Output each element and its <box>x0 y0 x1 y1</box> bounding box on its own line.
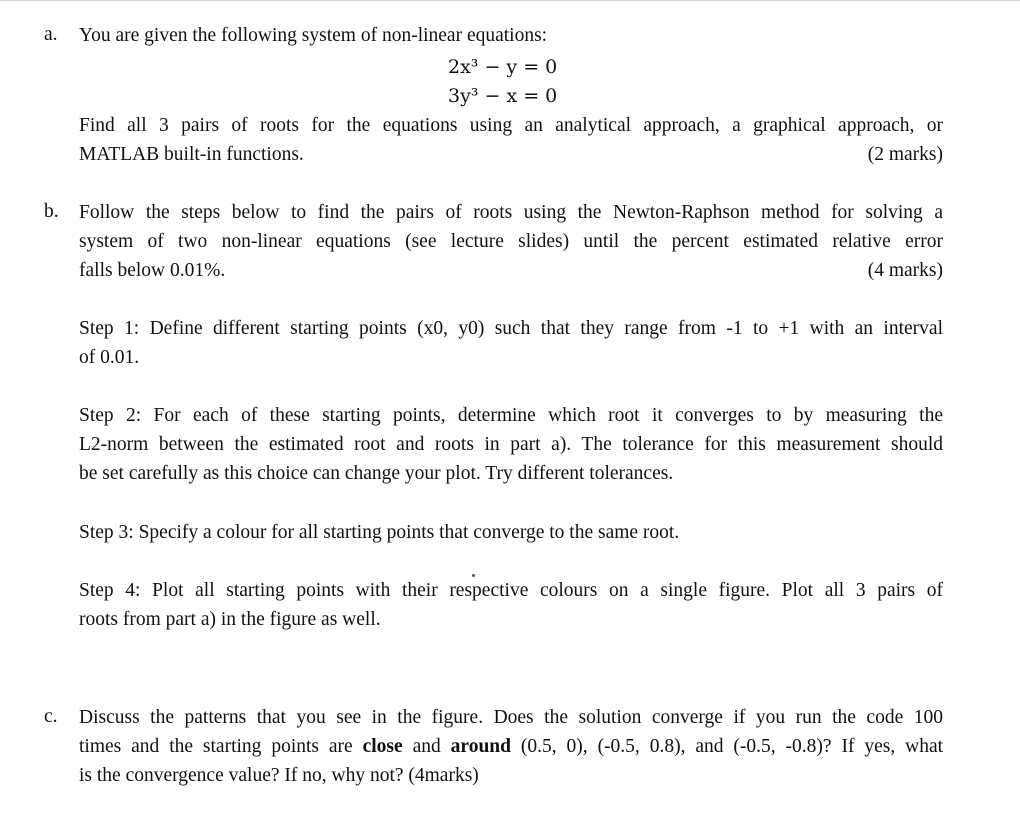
part-c-line2-pre: times and the starting points are <box>79 736 363 757</box>
part-b-label: b. <box>44 201 59 222</box>
step4-line2: roots from part a) in the figure as well. <box>79 609 381 630</box>
part-c-label: c. <box>44 706 58 727</box>
part-a-intro: You are given the following system of non-linear equations: <box>79 25 548 46</box>
part-a-task-line2-text: MATLAB built-in functions. <box>79 144 304 165</box>
part-c-line3: is the convergence value? If no, why not? (4marks) <box>79 765 479 786</box>
step2-line2: L2-norm between the estimated root and roots in part a). The tolerance for this measurement should <box>79 434 943 455</box>
step1-line1: Step 1: Define different starting points (x0, y0) such that they range from -1 to +1 with an interval <box>79 318 943 339</box>
part-a-marks: (2 marks) <box>867 144 943 165</box>
step2-line1: Step 2: For each of these starting points, determine which root it converges to by measuring the <box>79 405 943 426</box>
step3: Step 3: Specify a colour for all starting points that converge to the same root. <box>79 522 680 543</box>
part-c-bold-close: close <box>362 736 403 757</box>
part-b-line1: Follow the steps below to find the pairs of roots using the Newton-Raphson method for solving a <box>79 202 943 223</box>
part-c-line1: Discuss the patterns that you see in the figure. Does the solution converge if you run the code 100 <box>79 707 943 728</box>
part-a-task-line1: Find all 3 pairs of roots for the equations using an analytical approach, a graphical approach, or <box>79 115 943 136</box>
step2-line3: be set carefully as this choice can change your plot. Try different tolerances. <box>79 463 674 484</box>
part-b-marks: (4 marks) <box>867 260 943 281</box>
part-b-line3 <box>79 259 943 283</box>
part-a-task-line2 <box>79 143 943 167</box>
step4-line1: Step 4: Plot all starting points with their respective colours on a single figure. Plot all 3 pairs of <box>79 580 943 601</box>
equation-2-text: 3y³ − x = 0 <box>448 85 558 107</box>
equation-2 <box>448 84 557 108</box>
equation-1-text: 2x³ − y = 0 <box>448 56 558 78</box>
part-c-line2-mid: and <box>402 736 451 757</box>
top-border <box>0 0 1020 1</box>
part-a-label: a. <box>44 24 58 45</box>
part-c-bold-around: around <box>450 736 511 757</box>
part-c-line2 <box>79 735 943 759</box>
stray-dot <box>472 574 475 577</box>
equation-1 <box>448 55 557 79</box>
part-c-line2-post: (0.5, 0), (-0.5, 0.8), and (-0.5, -0.8)? If yes, what <box>511 736 944 757</box>
part-b-line3-text: falls below 0.01%. <box>79 260 226 281</box>
part-b-line2: system of two non-linear equations (see lecture slides) until the percent estimated relative error <box>79 231 943 252</box>
step1-line2: of 0.01. <box>79 347 140 368</box>
